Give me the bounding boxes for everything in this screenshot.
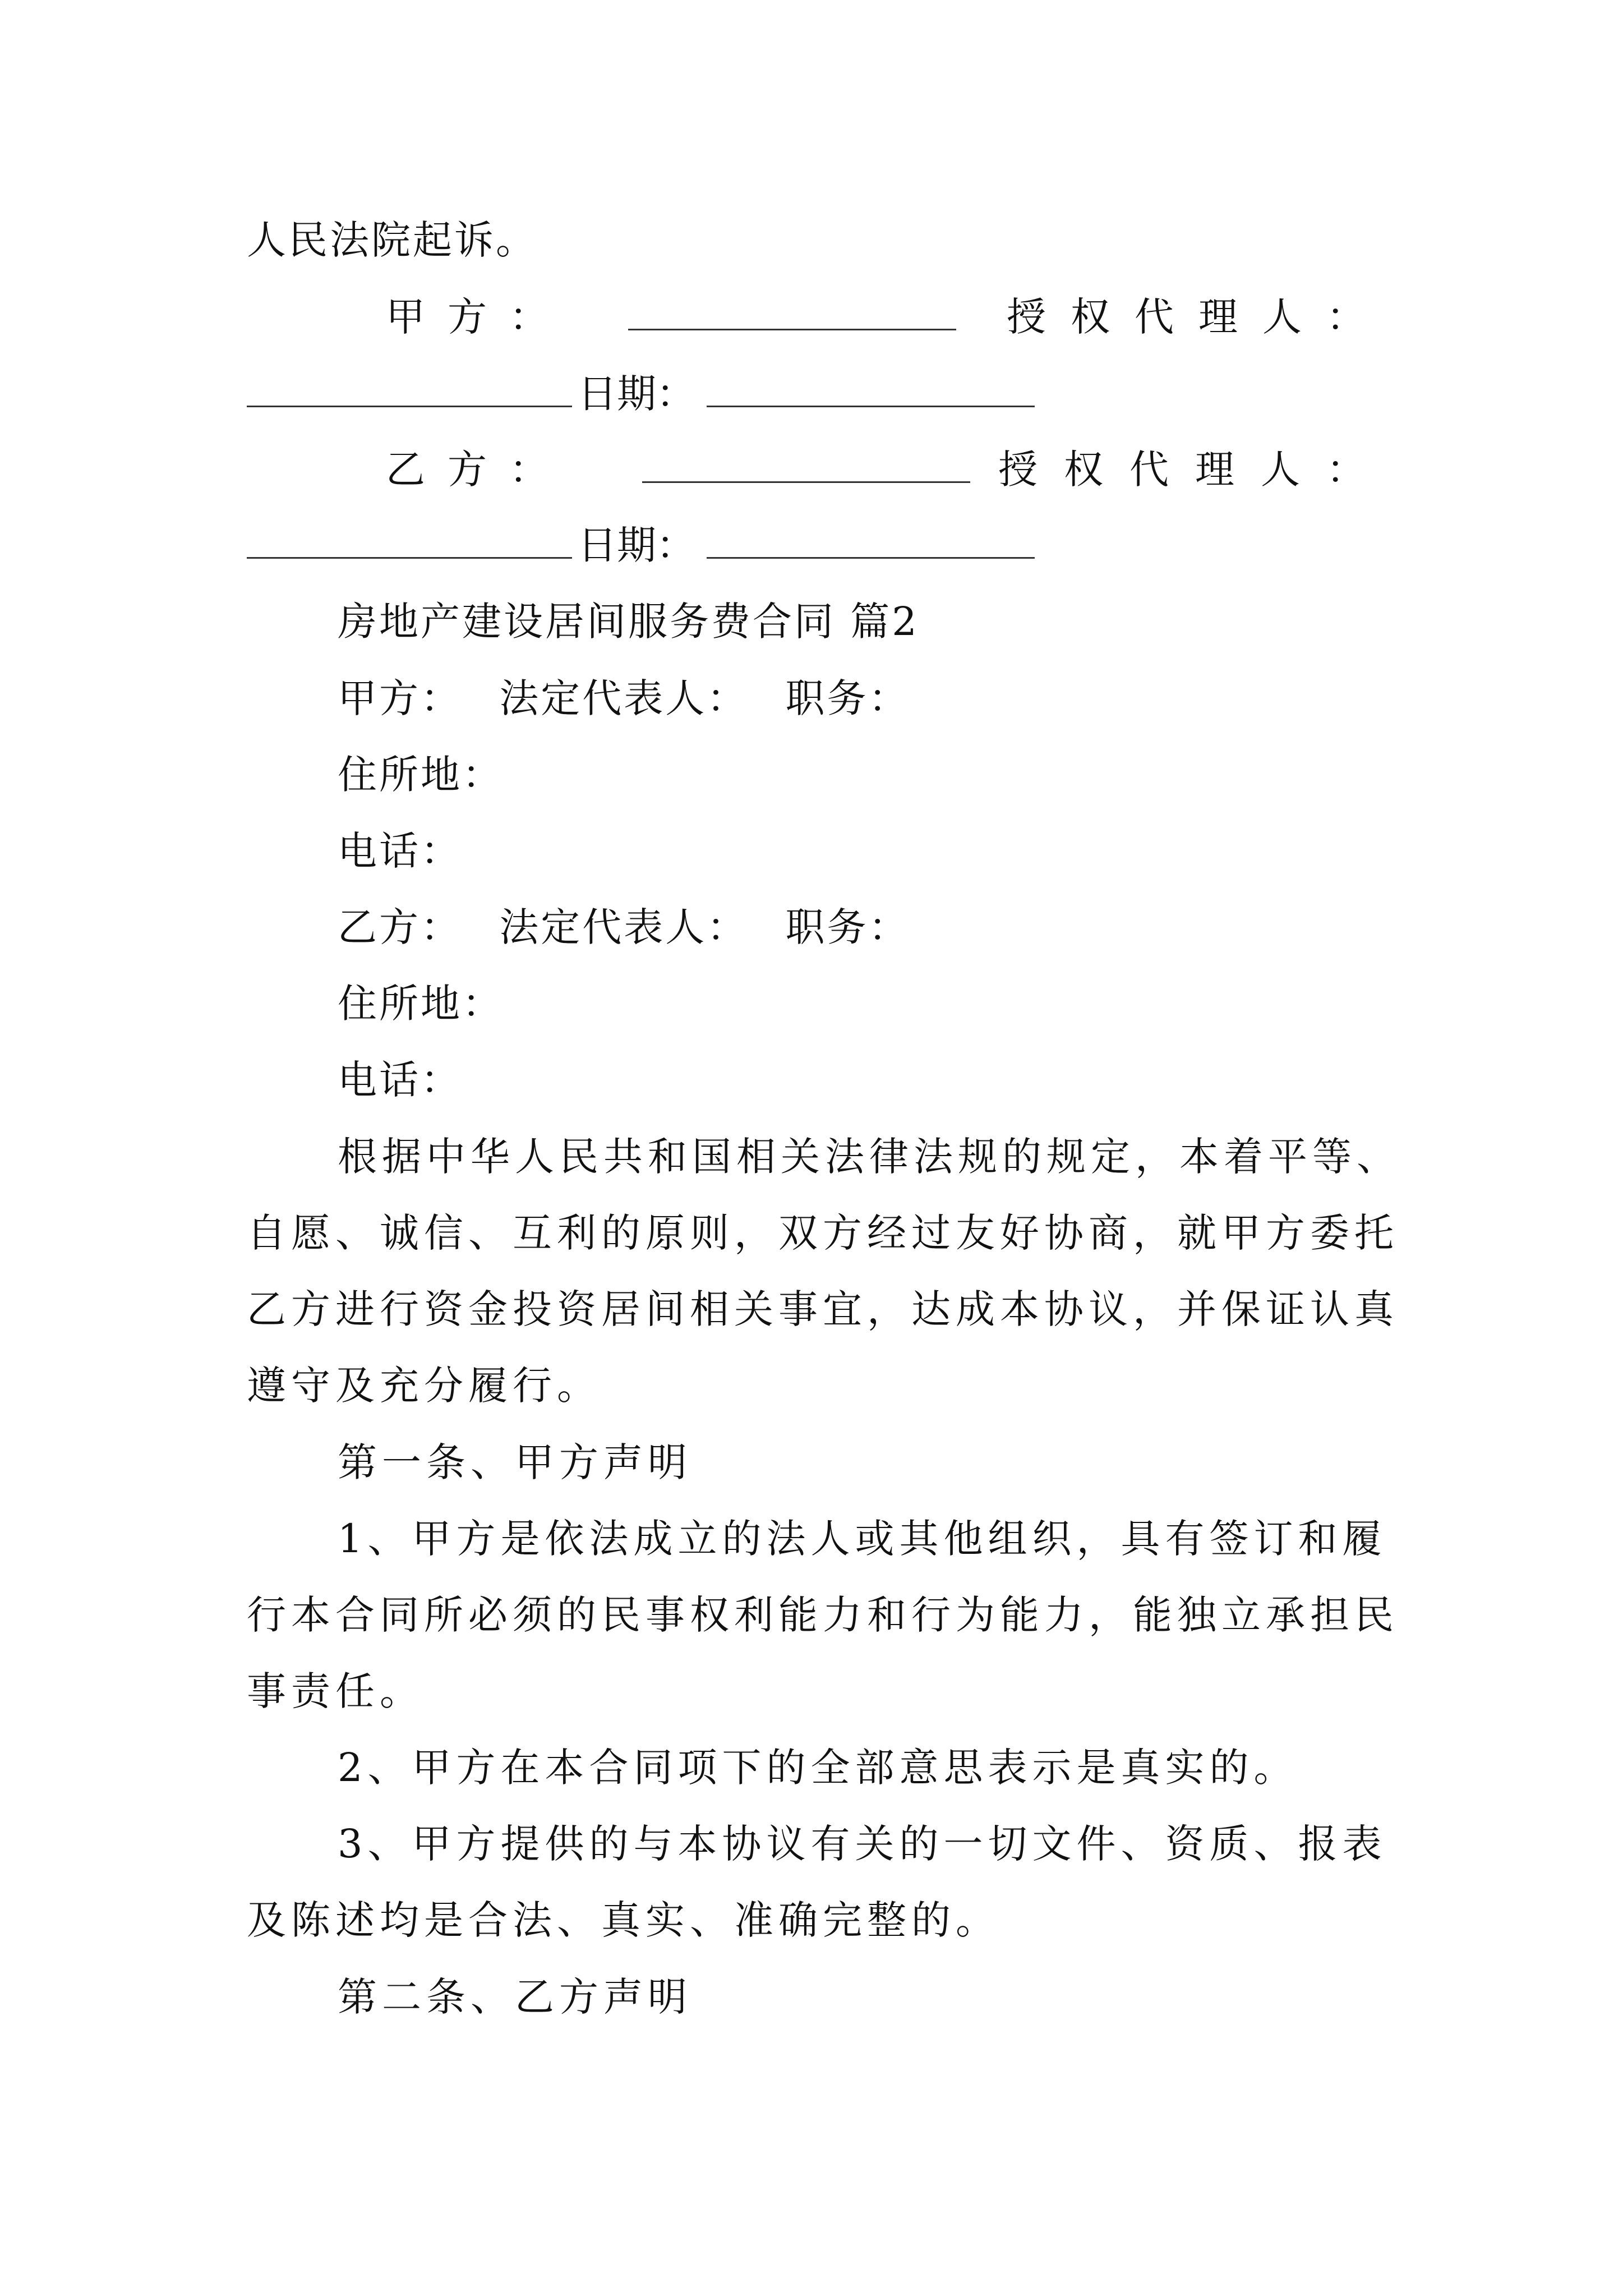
- agent-b-char-1: 授: [998, 447, 1038, 493]
- party-a-char-1: 甲: [386, 294, 425, 340]
- agent-a-char-2: 权: [1071, 294, 1110, 340]
- party-a-address: 住所地：: [338, 752, 504, 798]
- party-b-char-2: 方: [448, 447, 487, 493]
- party-a-phone: 电话：: [338, 828, 462, 874]
- agent-b-char-2: 权: [1064, 447, 1103, 493]
- preamble-line-2: 自愿、诚信、互利的原则，双方经过友好协商，就甲方委托: [247, 1210, 1399, 1256]
- article-2-title: 第二条、乙方声明: [338, 1974, 692, 2020]
- party-b-signature-blank[interactable]: [642, 444, 970, 483]
- article-1-item-3-line-2: 及陈述均是合法、真实、准确完整的。: [247, 1897, 1000, 1943]
- agent-label-b: [998, 444, 1366, 495]
- article-1-item-1-line-3: 事责任。: [247, 1668, 424, 1714]
- article-1-item-2: 2、甲方在本合同项下的全部意思表示是真实的。: [338, 1745, 1298, 1791]
- article-1-item-3-line-1: 3、甲方提供的与本协议有关的一切文件、资质、报表: [338, 1821, 1387, 1867]
- party-a-label: [386, 292, 548, 342]
- preamble-line-1: 根据中华人民共和国相关法律法规的规定，本着平等、: [338, 1134, 1401, 1180]
- party-b-label: [386, 444, 548, 495]
- date-label-a: 日期：: [578, 371, 695, 417]
- date-a-blank[interactable]: [707, 369, 1035, 407]
- agent-label-a: [1007, 292, 1366, 342]
- party-b-address: 住所地：: [338, 981, 504, 1027]
- preamble-line-3: 乙方进行资金投资居间相关事宜，达成本协议，并保证认真: [247, 1286, 1399, 1332]
- agent-b-char-3: 代: [1129, 447, 1169, 493]
- agent-a-char-3: 代: [1135, 294, 1174, 340]
- agent-b-char-5: 人: [1261, 447, 1300, 493]
- date-label-b: 日期：: [578, 522, 695, 568]
- closing-text: 人民法院起诉。: [247, 217, 537, 263]
- section-title: 房地产建设居间服务费合同 篇2: [338, 599, 919, 645]
- agent-b-signature-blank[interactable]: [247, 520, 572, 559]
- agent-a-char-1: 授: [1007, 294, 1046, 340]
- date-b-blank[interactable]: [707, 520, 1035, 559]
- party-a-signature-blank[interactable]: [628, 292, 956, 330]
- preamble-line-4: 遵守及充分履行。: [247, 1363, 601, 1409]
- article-1-item-1-line-1: 1、甲方是依法成立的法人或其他组织，具有签订和履: [338, 1516, 1387, 1562]
- party-a-header: 甲方： 法定代表人： 职务：: [338, 675, 910, 721]
- party-a-char-3: ：: [509, 294, 548, 340]
- article-1-title: 第一条、甲方声明: [338, 1439, 692, 1485]
- party-b-char-1: 乙: [386, 447, 425, 493]
- party-b-phone: 电话：: [338, 1057, 462, 1103]
- agent-a-char-4: 理: [1198, 294, 1238, 340]
- agent-a-char-5: 人: [1262, 294, 1302, 340]
- party-b-char-3: ：: [509, 447, 548, 493]
- article-1-item-1-line-2: 行本合同所必须的民事权利能力和行为能力，能独立承担民: [247, 1592, 1399, 1638]
- agent-b-char-6: ：: [1326, 447, 1366, 493]
- party-a-char-2: 方: [448, 294, 487, 340]
- party-b-header: 乙方： 法定代表人： 职务：: [338, 904, 910, 950]
- agent-a-signature-blank[interactable]: [247, 369, 572, 407]
- agent-a-char-6: ：: [1326, 294, 1366, 340]
- agent-b-char-4: 理: [1195, 447, 1234, 493]
